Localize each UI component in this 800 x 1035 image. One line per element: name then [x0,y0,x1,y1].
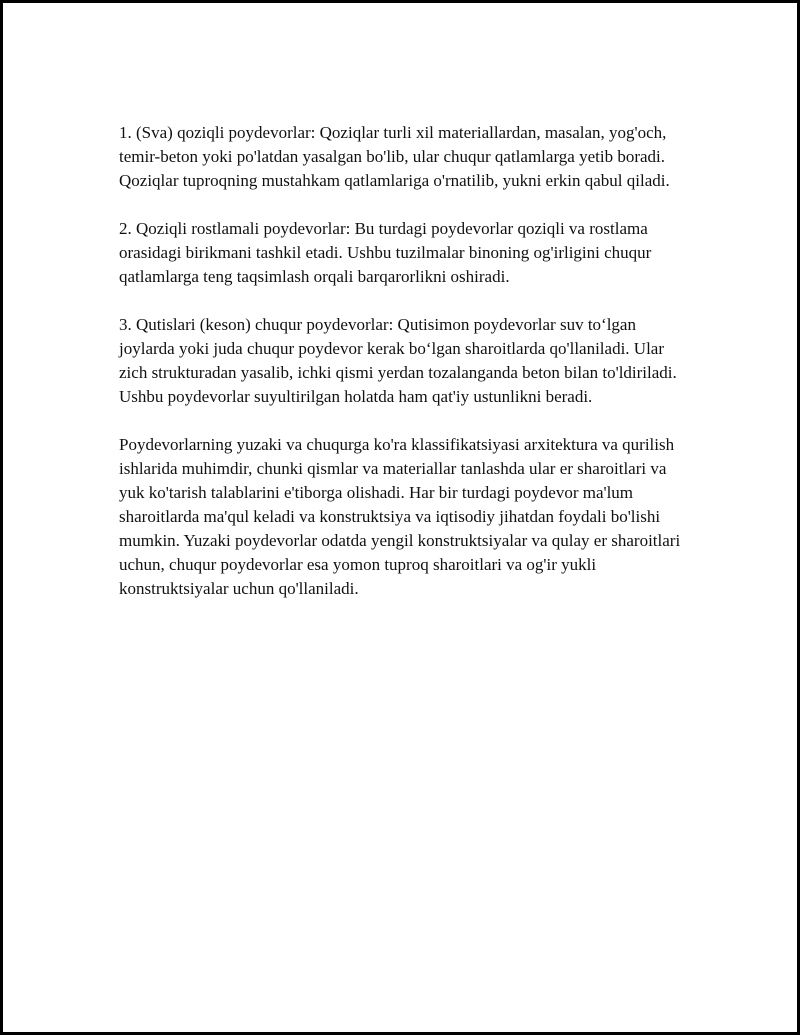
paragraph-pile-foundations: 1. (Sva) qoziqli poydevorlar: Qoziqlar turli xil materiallardan, masalan, yog'och, temir-beton yoki po'latdan yasalgan bo'lib, ular chuqur qatlamlarga yetib boradi. Qoziqlar tuproqning mustahkam qatlamlariga o'rnatilib, yukni erkin qabul qiladi. [119,123,670,190]
paragraph-pile-raft-foundations: 2. Qoziqli rostlamali poydevorlar: Bu turdagi poydevorlar qoziqli va rostlama orasidagi birikmani tashkil etadi. Ushbu tuzilmalar binoning og'irligini chuqur qatlamlarga teng taqsimlash orqali barqarorlikni oshiradi. [119,219,652,286]
document-body [119,121,691,601]
paragraph-caisson-foundations: 3. Qutislari (keson) chuqur poydevorlar: Qutisimon poydevorlar suv to‘lgan joylarda yoki juda chuqur poydevor kerak bo‘lgan sharoitlarda qo'llaniladi. Ular zich strukturadan yasalib, ichki qismi yerdan tozalanganda beton bilan to'ldiriladi. Ushbu poydevorlar suyultirilgan holatda ham qat'iy ustunlikni beradi. [119,315,677,406]
paragraph-classification-summary: Poydevorlarning yuzaki va chuqurga ko'ra klassifikatsiyasi arxitektura va qurilish ishlarida muhimdir, chunki qismlar va materiallar tanlashda ular er sharoitlari va yuk ko'tarish talablarini e'tiborga olishadi. Har bir turdagi poydevor ma'lum sharoitlarda ma'qul keladi va konstruktsiya va iqtisodiy jihatdan foydali bo'lishi mumkin. Yuzaki poydevorlar odatda yengil konstruktsiyalar va qulay er sharoitlari uchun, chuqur poydevorlar esa yomon tuproq sharoitlari va og'ir yukli konstruktsiyalar uchun qo'llaniladi. [119,435,681,598]
